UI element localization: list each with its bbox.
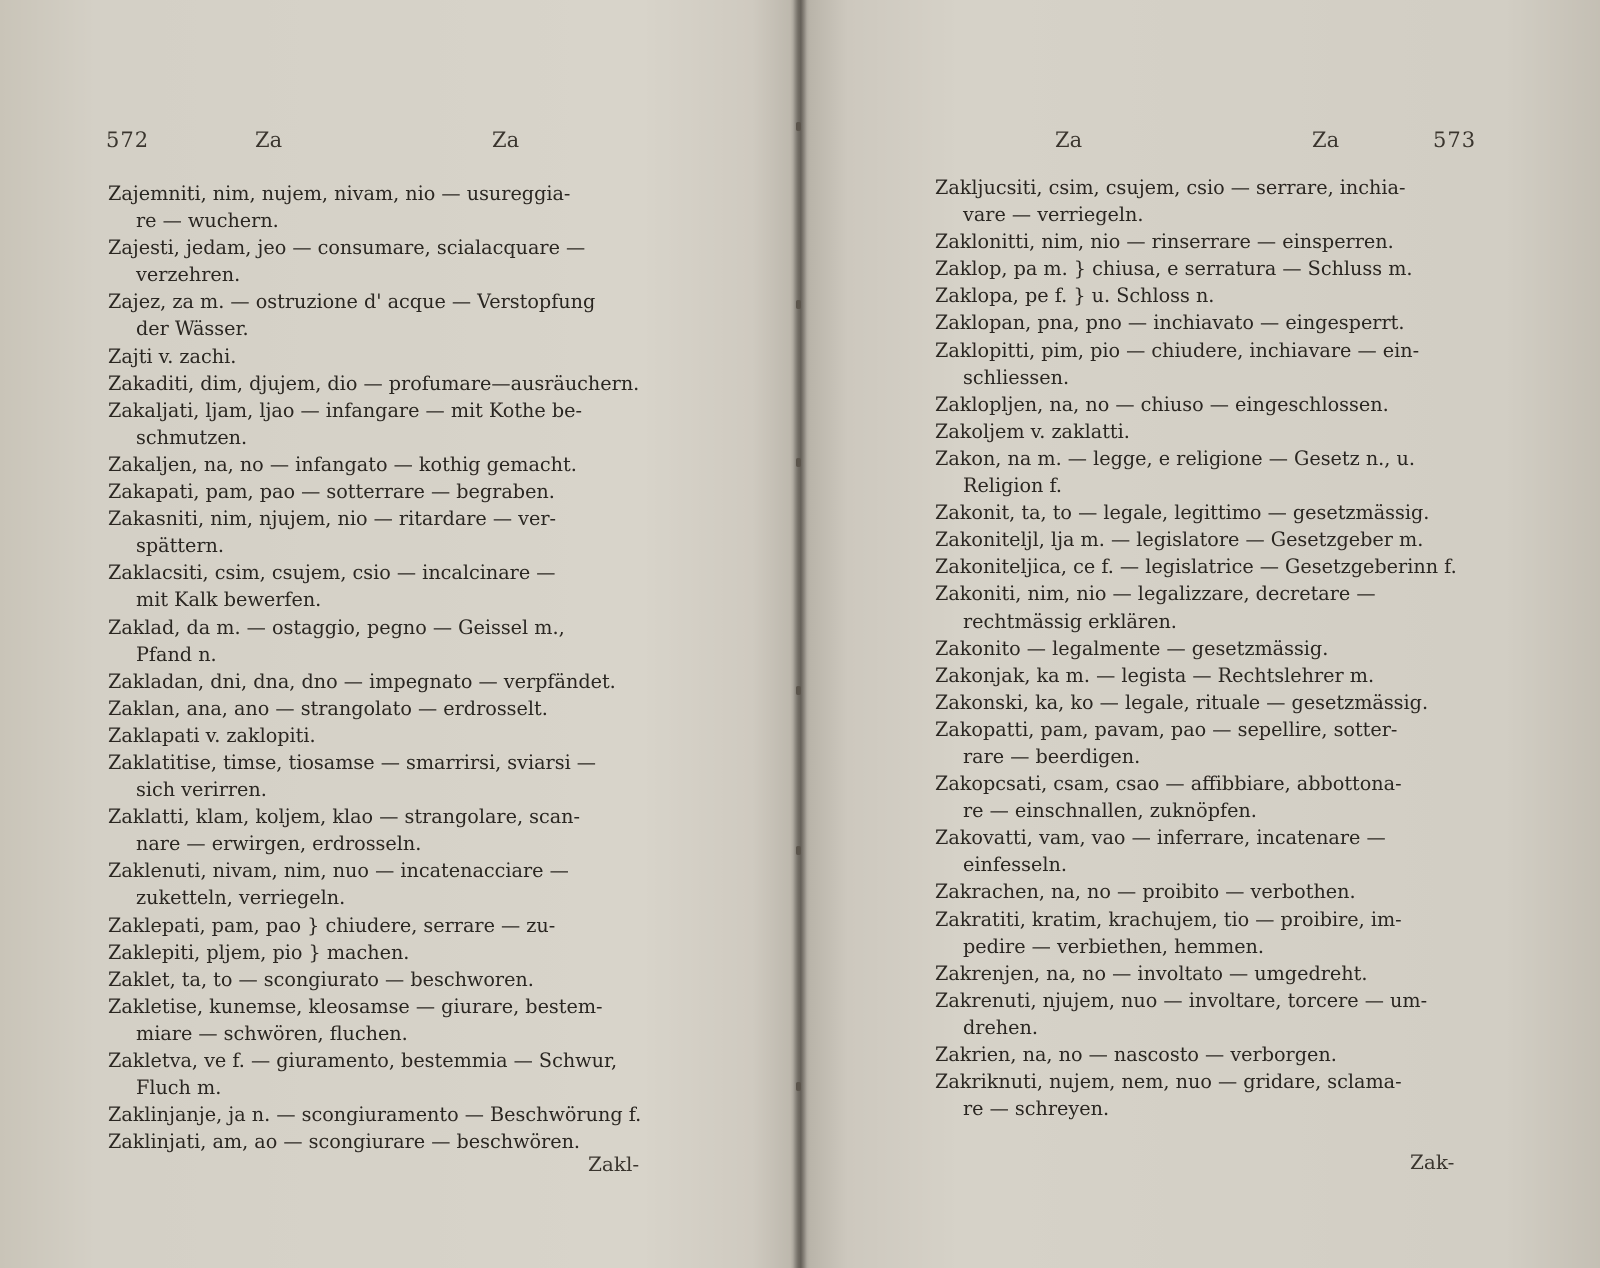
- entry-line: Zajesti, jedam, jeo — consumare, scialacquare —: [108, 236, 586, 260]
- entry-line: Zakrachen, na, no — proibito — verbothen.: [935, 880, 1356, 904]
- entry-line: Zakriknuti, nujem, nem, nuo — gridare, sclama-: [935, 1070, 1402, 1094]
- entry-line: Zakletva, ve f. — giuramento, bestemmia — Schwur,: [108, 1049, 618, 1072]
- entry-line: vare — verriegeln.: [963, 203, 1144, 227]
- entry-line: Zakaditi, dim, djujem, dio — profumare—ausräuchern.: [108, 371, 640, 395]
- entry-line: verzehren.: [136, 263, 241, 287]
- entry-line: Zaklenuti, nivam, nim, nuo — incatenacciare —: [108, 859, 569, 883]
- entry-line: einfesseln.: [963, 853, 1067, 877]
- catchword: Zakl-: [588, 1152, 640, 1176]
- running-head-right: Za: [492, 128, 520, 152]
- binding-stitch: [796, 458, 801, 467]
- dictionary-entries: [108, 180, 683, 1155]
- entry-line: nare — erwirgen, erdrosseln.: [136, 832, 422, 856]
- entry-line: Zakoniteljl, lja m. — legislatore — Gesetzgeber m.: [935, 528, 1424, 552]
- entry-line: Zaklopljen, na, no — chiuso — eingeschlossen.: [935, 392, 1389, 416]
- entry-line: Zakratiti, kratim, krachujem, tio — proibire, im-: [935, 907, 1402, 931]
- entry-line: Zakapati, pam, pao — sotterrare — begraben.: [108, 480, 555, 504]
- entry-line: Zakonski, ka, ko — legale, rituale — gesetzmässig.: [935, 690, 1429, 714]
- binding-stitch: [796, 122, 801, 131]
- entry-line: Zaklatitise, timse, tiosamse — smarrirsi, sviarsi —: [108, 750, 596, 774]
- entry-line: Zakon, na m. — legge, e religione — Gesetz n., u.: [935, 446, 1415, 470]
- entry-line: Zakasniti, nim, njujem, nio — ritardare — ver-: [108, 507, 557, 531]
- entry-line: Zakladan, dni, dna, dno — impegnato — verpfändet.: [108, 669, 616, 693]
- entry-line: zuketteln, verriegeln.: [136, 886, 346, 910]
- entry-line: der Wässer.: [136, 317, 249, 341]
- entry-line: Zakletise, kunemse, kleosamse — giurare, bestem-: [108, 994, 603, 1018]
- page-number: 572: [106, 128, 150, 152]
- entry-line: schmutzen.: [136, 425, 248, 449]
- entry-line: Zakoljem v. zaklatti.: [935, 419, 1130, 443]
- entry-line: Zakopatti, pam, pavam, pao — sepellire, sotter-: [935, 717, 1398, 741]
- entry-line: drehen.: [963, 1015, 1038, 1039]
- dictionary-entries: [935, 174, 1510, 1122]
- page-number: 573: [1433, 128, 1477, 152]
- entry-line: Zakrenuti, njujem, nuo — involtare, torcere — um-: [935, 988, 1428, 1012]
- entry-line: rechtmässig erklären.: [963, 609, 1177, 633]
- binding-stitch: [796, 686, 801, 695]
- entry-line: Zakaljati, ljam, ljao — infangare — mit Kothe be-: [108, 398, 582, 422]
- entry-line: Zaklet, ta, to — scongiurato — beschworen.: [108, 967, 534, 991]
- entry-line: schliessen.: [963, 365, 1070, 389]
- entry-line: re — wuchern.: [136, 209, 279, 233]
- entry-line: Zaklepati, pam, pao } chiudere, serrare — zu-: [108, 913, 556, 937]
- entry-line: re — schreyen.: [963, 1097, 1110, 1121]
- binding-stitch: [796, 846, 801, 855]
- entry-line: Zakonito — legalmente — gesetzmässig.: [935, 636, 1329, 660]
- entry-line: Zaklop, pa m. } chiusa, e serratura — Schluss m.: [935, 257, 1413, 281]
- binding-stitch: [796, 1082, 801, 1091]
- entry-line: Zaklad, da m. — ostaggio, pegno — Geissel m.,: [108, 615, 565, 639]
- entry-line: Zaklopa, pe f. } u. Schloss n.: [935, 284, 1215, 308]
- entry-line: miare — schwören, fluchen.: [136, 1021, 408, 1045]
- entry-line: Zaklonitti, nim, nio — rinserrare — einsperren.: [935, 230, 1394, 254]
- entry-line: Zakonjak, ka m. — legista — Rechtslehrer m.: [935, 663, 1375, 687]
- entry-line: Zaklinjati, am, ao — scongiurare — beschwören.: [108, 1130, 581, 1154]
- entry-line: pedire — verbiethen, hemmen.: [963, 934, 1265, 958]
- right-page: [800, 0, 1600, 1268]
- entry-line: re — einschnallen, zuknöpfen.: [963, 799, 1257, 823]
- book-gutter: [793, 0, 807, 1268]
- entry-line: Zaklepiti, pljem, pio } machen.: [108, 940, 410, 964]
- entry-line: Zakoniti, nim, nio — legalizzare, decretare —: [935, 582, 1376, 606]
- entry-line: Fluch m.: [136, 1076, 222, 1100]
- catchword: Zak-: [1410, 1150, 1455, 1174]
- entry-line: Religion f.: [963, 474, 1063, 498]
- entry-line: Zakaljen, na, no — infangato — kothig gemacht.: [108, 452, 577, 476]
- entry-line: Zaklatti, klam, koljem, klao — strangolare, scan-: [108, 805, 581, 829]
- entry-line: Zakopcsati, csam, csao — affibbiare, abbottona-: [935, 772, 1402, 796]
- entry-line: Zaklan, ana, ano — strangolato — erdrosselt.: [108, 696, 548, 720]
- entry-line: Zaklapati v. zaklopiti.: [108, 723, 316, 747]
- entry-line: Zaklinjanje, ja n. — scongiuramento — Beschwörung f.: [108, 1103, 642, 1127]
- entry-line: Zajti v. zachi.: [108, 344, 237, 368]
- entry-line: Zaklopan, pna, pno — inchiavato — eingesperrt.: [935, 311, 1405, 335]
- entry-line: Zaklopitti, pim, pio — chiudere, inchiavare — ein-: [935, 338, 1420, 362]
- entry-line: Zakonit, ta, to — legale, legittimo — gesetzmässig.: [935, 501, 1430, 525]
- entry-line: Zajemniti, nim, nujem, nivam, nio — usureggia-: [108, 182, 571, 205]
- entry-line: Zakrenjen, na, no — involtato — umgedreht.: [935, 961, 1368, 985]
- entry-line: rare — beerdigen.: [963, 744, 1141, 768]
- entry-line: Zaklacsiti, csim, csujem, csio — incalcinare —: [108, 561, 556, 585]
- entry-line: Pfand n.: [136, 642, 217, 666]
- entry-line: sich verirren.: [136, 778, 267, 802]
- running-head-left: Za: [255, 128, 283, 152]
- entry-line: mit Kalk bewerfen.: [136, 588, 322, 612]
- entry-line: Zakljucsiti, csim, csujem, csio — serrare, inchia-: [935, 176, 1406, 199]
- entry-line: Zajez, za m. — ostruzione d' acque — Verstopfung: [108, 290, 596, 314]
- entry-line: spättern.: [136, 534, 224, 558]
- running-head-right: Za: [1312, 128, 1340, 152]
- entry-line: Zakovatti, vam, vao — inferrare, incatenare —: [935, 826, 1386, 850]
- entry-line: Zakrien, na, no — nascosto — verborgen.: [935, 1043, 1337, 1066]
- entry-line: Zakoniteljica, ce f. — legislatrice — Gesetzgeberinn f.: [935, 555, 1457, 579]
- binding-stitch: [796, 300, 801, 309]
- running-head-left: Za: [1055, 128, 1083, 152]
